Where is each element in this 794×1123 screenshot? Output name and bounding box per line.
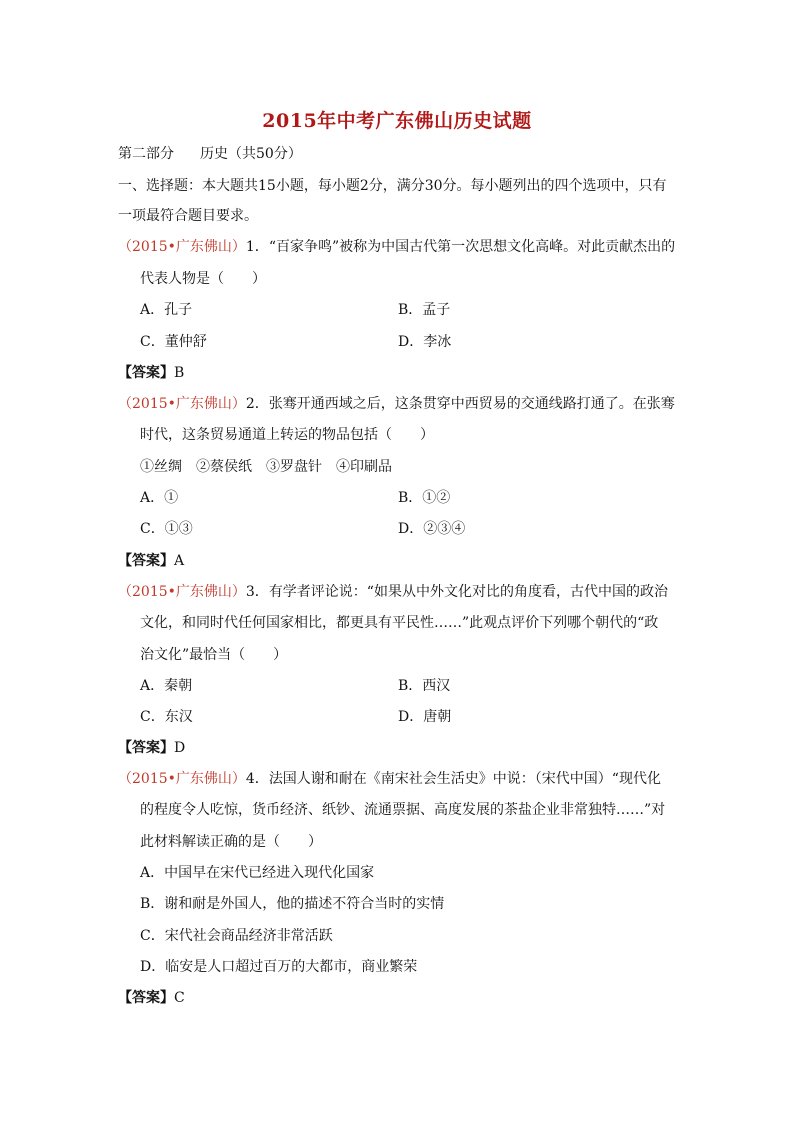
- question-1-option-b: B．孟子: [398, 302, 451, 318]
- answer-value: D: [174, 740, 186, 756]
- question-2-option-a: A．①: [140, 490, 179, 506]
- answer-label: 【答案】: [118, 553, 174, 569]
- question-1-option-c: C．董仲舒: [140, 334, 207, 350]
- answer-value: A: [174, 553, 185, 569]
- question-3-number: 3．: [245, 584, 269, 600]
- question-2-stem: 张骞开通西域之后，这条贯穿中西贸易的交通线路打通了。在张骞: [268, 396, 675, 412]
- question-1-source: （2015•广东佛山）: [118, 239, 246, 255]
- question-4-option-d: D．临安是人口超过百万的大都市，商业繁荣: [140, 959, 418, 975]
- question-2-option-d: D．②③④: [398, 521, 466, 537]
- question-3-line-2: 文化，和同时代任何国家相比，都更具有平民性……”此观点评价下列哪个朝代的“政: [140, 615, 659, 631]
- question-3-line-3: 治文化”最恰当（ ）: [140, 647, 288, 663]
- question-1-stem: “百家争鸣”被称为中国古代第一次思想文化高峰。对此贡献杰出的: [268, 239, 676, 255]
- question-1-line-2: 代表人物是（ ）: [140, 271, 266, 287]
- question-1-number: 1．: [245, 239, 269, 255]
- question-2-source: （2015•广东佛山）: [118, 396, 246, 412]
- question-4-line-1: [118, 770, 661, 788]
- question-2-number: 2．: [245, 396, 269, 412]
- question-1-option-d: D．李冰: [398, 334, 452, 350]
- answer-label: 【答案】: [118, 740, 174, 756]
- question-4-stem: 法国人谢和耐在《南宋社会生活史》中说：（宋代中国）“现代化: [268, 771, 661, 787]
- question-3-option-c: C．东汉: [140, 709, 193, 725]
- page-title: 2015年中考广东佛山历史试题: [262, 110, 532, 132]
- instructions-line-1: 一、选择题：本大题共15小题，每小题2分，满分30分。每小题列出的四个选项中，只有: [118, 178, 667, 194]
- question-4-line-3: 此材料解读正确的是（ ）: [140, 834, 322, 850]
- question-2-items: ①丝绸 ②蔡侯纸 ③罗盘针 ④印刷品: [140, 459, 392, 475]
- answer-label: 【答案】: [118, 365, 174, 381]
- question-4-line-2: 的程度令人吃惊，货币经济、纸钞、流通票据、高度发展的茶盐企业非常独特……”对: [140, 802, 666, 818]
- question-4-source: （2015•广东佛山）: [118, 771, 246, 787]
- question-3-source: （2015•广东佛山）: [118, 584, 246, 600]
- question-1-option-a: A．孔子: [140, 302, 193, 318]
- question-2-line-2: 时代，这条贸易通道上转运的物品包括（ ）: [140, 427, 434, 443]
- question-3-option-d: D．唐朝: [398, 709, 452, 725]
- question-2-answer: [118, 552, 184, 570]
- question-1-answer: [118, 364, 184, 382]
- question-3-stem: 有学者评论说：“如果从中外文化对比的角度看，古代中国的政治: [268, 584, 668, 600]
- question-2-option-b: B．①②: [398, 490, 451, 506]
- answer-value: B: [174, 365, 185, 381]
- section-heading: [118, 145, 302, 163]
- instructions-line-2: 一项最符合题目要求。: [118, 208, 258, 224]
- section-subject: 历史（共50分）: [200, 146, 302, 162]
- question-4-option-c: C．宋代社会商品经济非常活跃: [140, 928, 333, 944]
- question-4-answer: [118, 989, 185, 1007]
- question-2-option-c: C．①③: [140, 521, 193, 537]
- question-3-line-1: [118, 583, 668, 601]
- question-3-answer: [118, 739, 185, 757]
- answer-value: C: [174, 990, 185, 1006]
- question-3-option-b: B．西汉: [398, 678, 451, 694]
- question-4-option-b: B．谢和耐是外国人，他的描述不符合当时的实情: [140, 896, 445, 912]
- question-2-line-1: [118, 395, 675, 413]
- answer-label: 【答案】: [118, 990, 174, 1006]
- question-4-number: 4．: [245, 771, 269, 787]
- section-part: 第二部分: [118, 146, 174, 162]
- question-3-option-a: A．秦朝: [140, 678, 193, 694]
- question-1-line-1: [118, 238, 675, 256]
- question-4-option-a: A．中国早在宋代已经进入现代化国家: [140, 865, 375, 881]
